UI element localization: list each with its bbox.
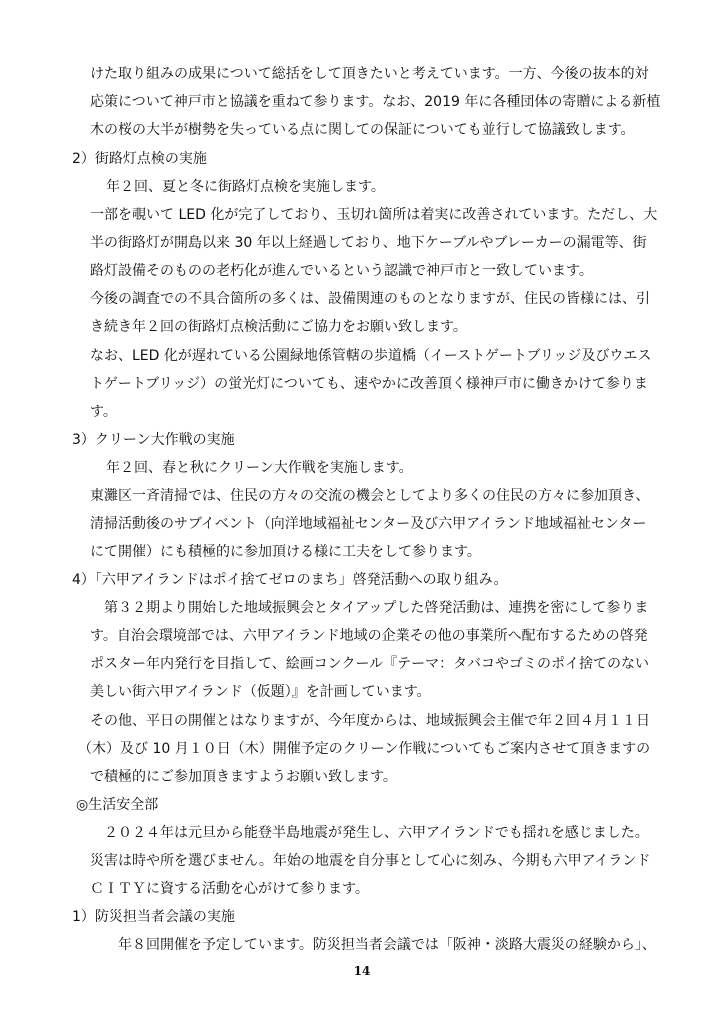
text-line: 災害は時や所を選びません。年始の地震を自分事として心に刻み、今期も六甲アイランド: [90, 853, 651, 869]
section-heading: 4）「六甲アイランドはポイ捨てゼロのまち」啓発活動への取り組み。: [72, 572, 508, 588]
text-line: なお、LED 化が遅れている公園緑地係管轄の歩道橋（イーストゲートブリッジ及びウエス: [90, 348, 652, 364]
section-heading: 2）街路灯点検の実施: [72, 151, 207, 167]
text-line: 年２回、夏と冬に街路灯点検を実施します。: [106, 179, 385, 195]
text-line: ポスター年内発行を目指して、絵画コンクール『テーマ：タバコやゴミのポイ捨てのない: [90, 656, 650, 672]
text-line: 半の街路灯が開島以来 30 年以上経過しており、地下ケーブルやブレーカーの漏電等、街: [90, 235, 647, 251]
text-line: 年８回開催を予定しています。防災担当者会議では「阪神・淡路大震災の経験から」、: [118, 937, 656, 953]
text-line: けた取り組みの成果について総括をして頂きたいと考えています。一方、今後の抜本的対: [90, 66, 649, 82]
text-line: （木）及び 10 月１０日（木）開催予定のクリーン作戦についてもご案内させて頂きますの: [78, 741, 651, 757]
text-line: 今後の調査での不具合箇所の多くは、設備関連のものとなりますが、住民の皆様には、引: [90, 291, 650, 307]
section-heading: ◎生活安全部: [76, 797, 159, 813]
text-line: き続き年２回の街路灯点検活動にご協力をお願い致します。: [90, 319, 467, 335]
page-number: 14: [353, 964, 371, 978]
text-line: 路灯設備そのものの老朽化が進んでいるという認識で神戸市と一致しています。: [90, 263, 593, 279]
text-line: 東灘区一斉清掃では、住民の方々の交流の機会としてより多くの住民の方々に参加頂き、: [90, 488, 650, 504]
text-line: 年２回、春と秋にクリーン大作戦を実施します。: [106, 460, 413, 476]
text-line: ＣＩＴＹに資する活動を心がけて参ります。: [90, 881, 369, 897]
section-heading: 3）クリーン大作戦の実施: [72, 432, 235, 448]
text-line: にて開催）にも積極的に参加頂ける様に工夫をして参ります。: [90, 544, 481, 560]
text-line: トゲートブリッジ）の蛍光灯についても、速やかに改善頂く様神戸市に働きかけて参りま: [90, 376, 648, 392]
text-line: す。: [90, 404, 117, 420]
text-line: 応策について神戸市と協議を重ねて参ります。なお、2019 年に各種団体の寄贈による新植: [90, 94, 661, 110]
text-line: す。自治会環境部では、六甲アイランド地域の企業その他の事業所へ配布するための啓発: [90, 628, 648, 644]
text-line: その他、平日の開催とはなりますが、今年度からは、地域振興会主催で年２回４月１１日: [90, 713, 650, 729]
text-line: 一部を覗いて LED 化が完了しており、玉切れ箇所は着実に改善されています。ただし、大: [90, 207, 658, 223]
text-line: 美しい街六甲アイランド（仮題）』を計画しています。: [90, 684, 431, 700]
text-line: 第３２期より開始した地域振興会とタイアップした啓発活動は、連携を密にして参りま: [104, 600, 649, 616]
text-line: ２０２４年は元旦から能登半島地震が発生し、六甲アイランドでも揺れを感じました。: [104, 825, 649, 841]
text-line: で積極的にご参加頂きますようお願い致します。: [90, 769, 397, 785]
text-line: 木の桜の大半が樹勢を失っている点に関しての保証についても並行して協議致します。: [90, 122, 635, 138]
text-line: 清掃活動後のサブイベント（向洋地域福祉センター及び六甲アイランド地域福祉センター: [90, 516, 647, 532]
section-heading: 1）防災担当者会議の実施: [72, 909, 235, 925]
